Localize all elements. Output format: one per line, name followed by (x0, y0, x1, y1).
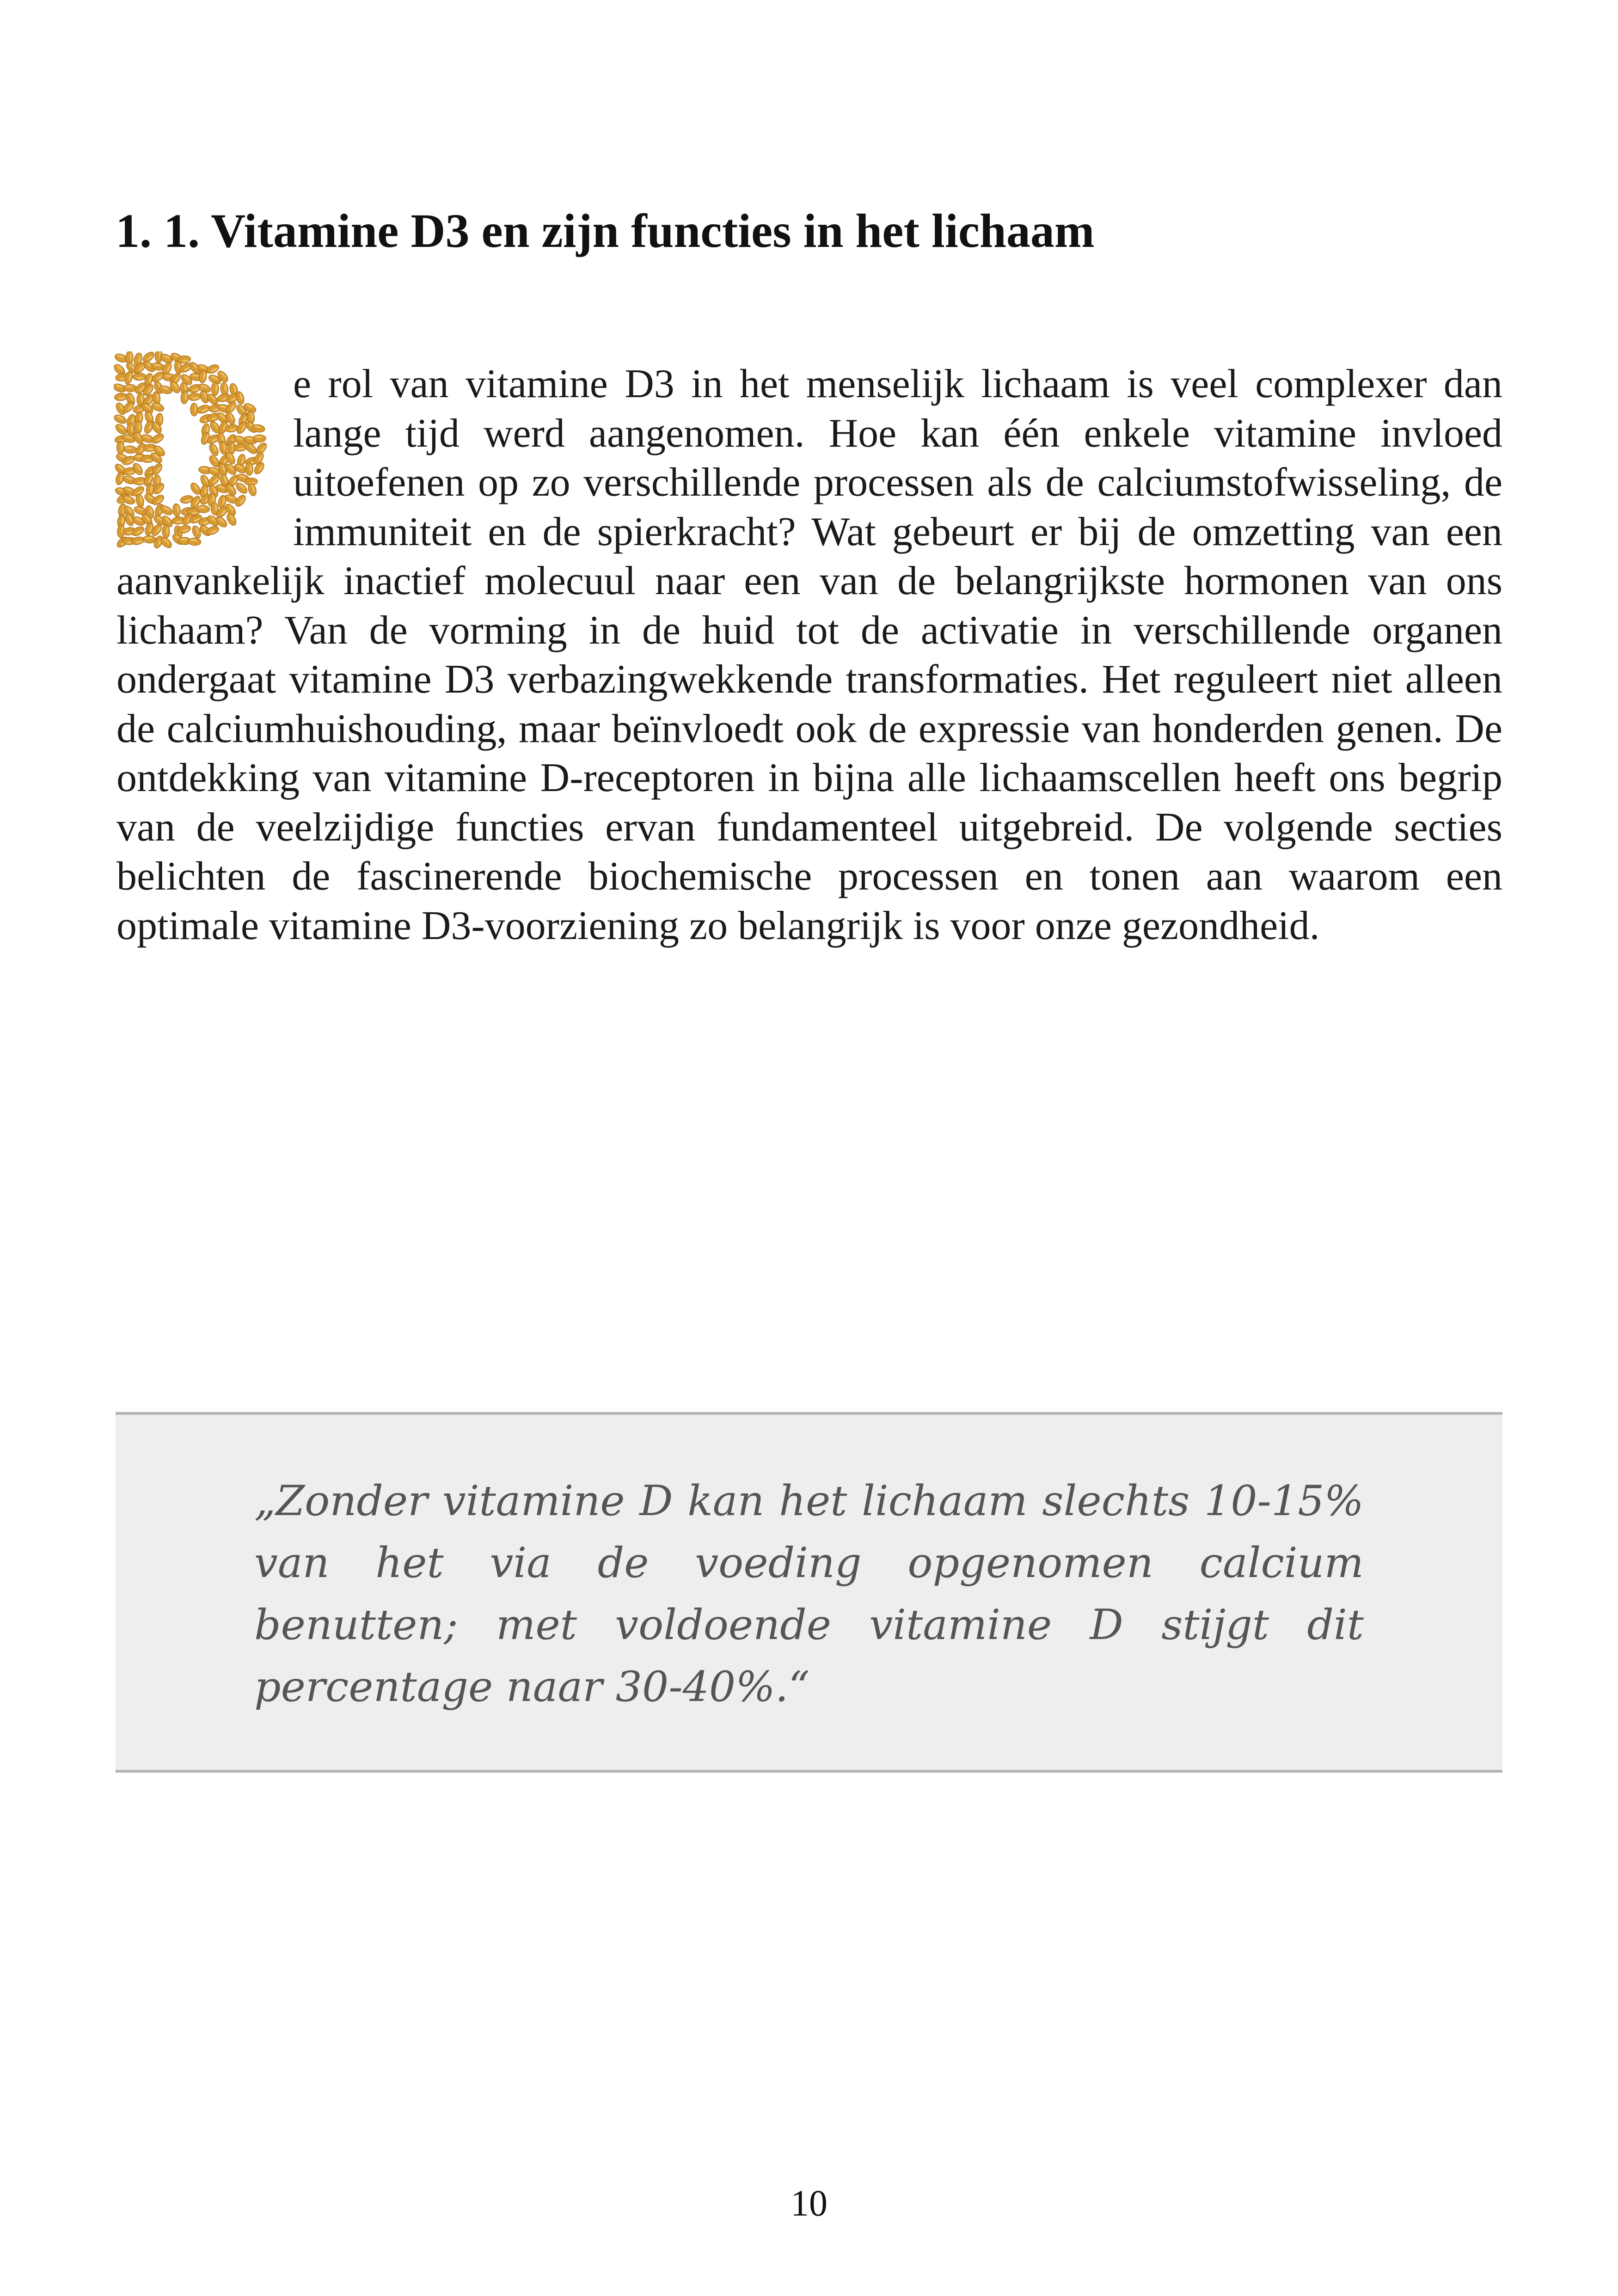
pull-quote-box (116, 1412, 1502, 1773)
intro-text: e rol van vitamine D3 in het menselijk lichaam is veel complexer dan lange tijd werd aangenomen. Hoe kan één enkele vitamine invloed uitoefenen op zo verschillende processen als de calciumstofwisseling, de immuniteit en de spierkracht? Wat gebeurt er bij de omzetting van een aanvankelijk inactief molecuul naar een van de belangrijkste hormonen van ons lichaam? Van de vorming in de huid tot de activatie in verschillende organen ondergaat vitamine D3 verbazingwekkende transformaties. Het reguleert niet alleen de calciumhuishouding, maar beïnvloedt ook de expressie van honderden genen. De ontdekking van vitamine D-receptoren in bijna alle lichaamscellen heeft ons begrip van de veelzijdige functies ervan fundamenteel uitgebreid. De volgende secties belichten de fascinerende biochemische processen en tonen aan waarom een optimale vitamine D3-voorziening zo belangrijk is voor onze gezondheid. (116, 362, 1502, 948)
page-number: 10 (791, 2183, 827, 2224)
dropcap-d-capsules-image (114, 351, 280, 551)
intro-paragraph (116, 360, 1502, 951)
pull-quote-text: „Zonder vitamine D kan het lichaam slechts 10-15% van het via de voeding opgenomen calcium benutten; met voldoende vitamine D stijgt dit percentage naar 30-40%.“ (254, 1477, 1364, 1711)
section-heading: 1. 1. Vitamine D3 en zijn functies in het lichaam (116, 204, 1095, 258)
